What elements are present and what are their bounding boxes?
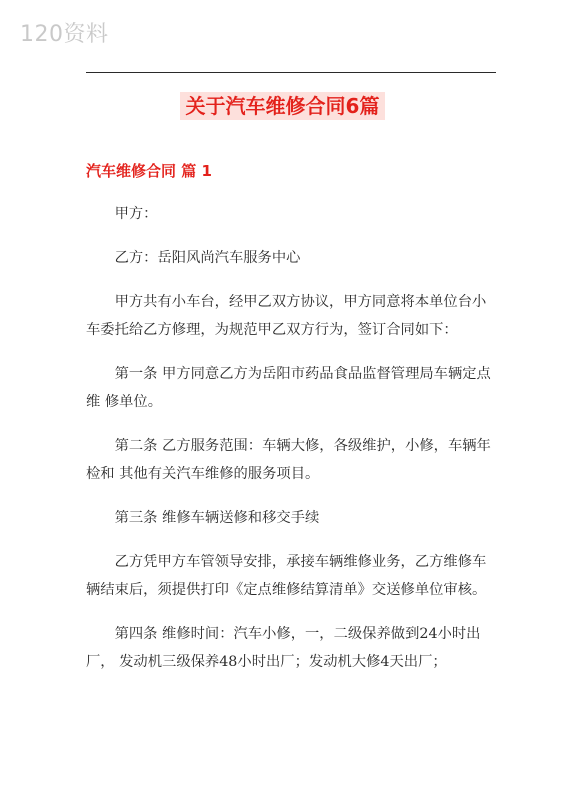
watermark: 120资料 — [20, 22, 109, 47]
paragraph: 第一条 甲方同意乙方为岳阳市药品食品监督管理局车辆定点维 修单位。 — [86, 366, 491, 410]
paragraph: 第二条 乙方服务范围：车辆大修，各级维护，小修，车辆年检和 其他有关汽车维修的服务项目。 — [86, 438, 491, 482]
document-body — [86, 200, 496, 692]
paragraph: 甲方共有小车台，经甲乙双方协议，甲方同意将本单位台小车委托给乙方修理，为规范甲乙双方行为，签订合同如下： — [86, 294, 487, 338]
document-title — [0, 92, 565, 120]
paragraph: 第三条 维修车辆送修和移交手续 — [114, 510, 320, 526]
paragraph: 第四条 维修时间：汽车小修，一，二级保养做到24小时出厂， 发动机三级保养48小时出厂；发动机大修4天出厂； — [86, 626, 481, 670]
document-title-text: 关于汽车维修合同6篇 — [180, 92, 386, 120]
section-heading: 汽车维修合同 篇 1 — [86, 162, 212, 180]
paragraph: 甲方： — [114, 206, 158, 222]
paragraph: 乙方凭甲方车管领导安排，承接车辆维修业务，乙方维修车辆结束后，须提供打印《定点维修结算清单》交送修单位审核。 — [86, 554, 487, 598]
paragraph: 乙方：岳阳风尚汽车服务中心 — [114, 250, 301, 266]
header-rule — [86, 72, 496, 73]
